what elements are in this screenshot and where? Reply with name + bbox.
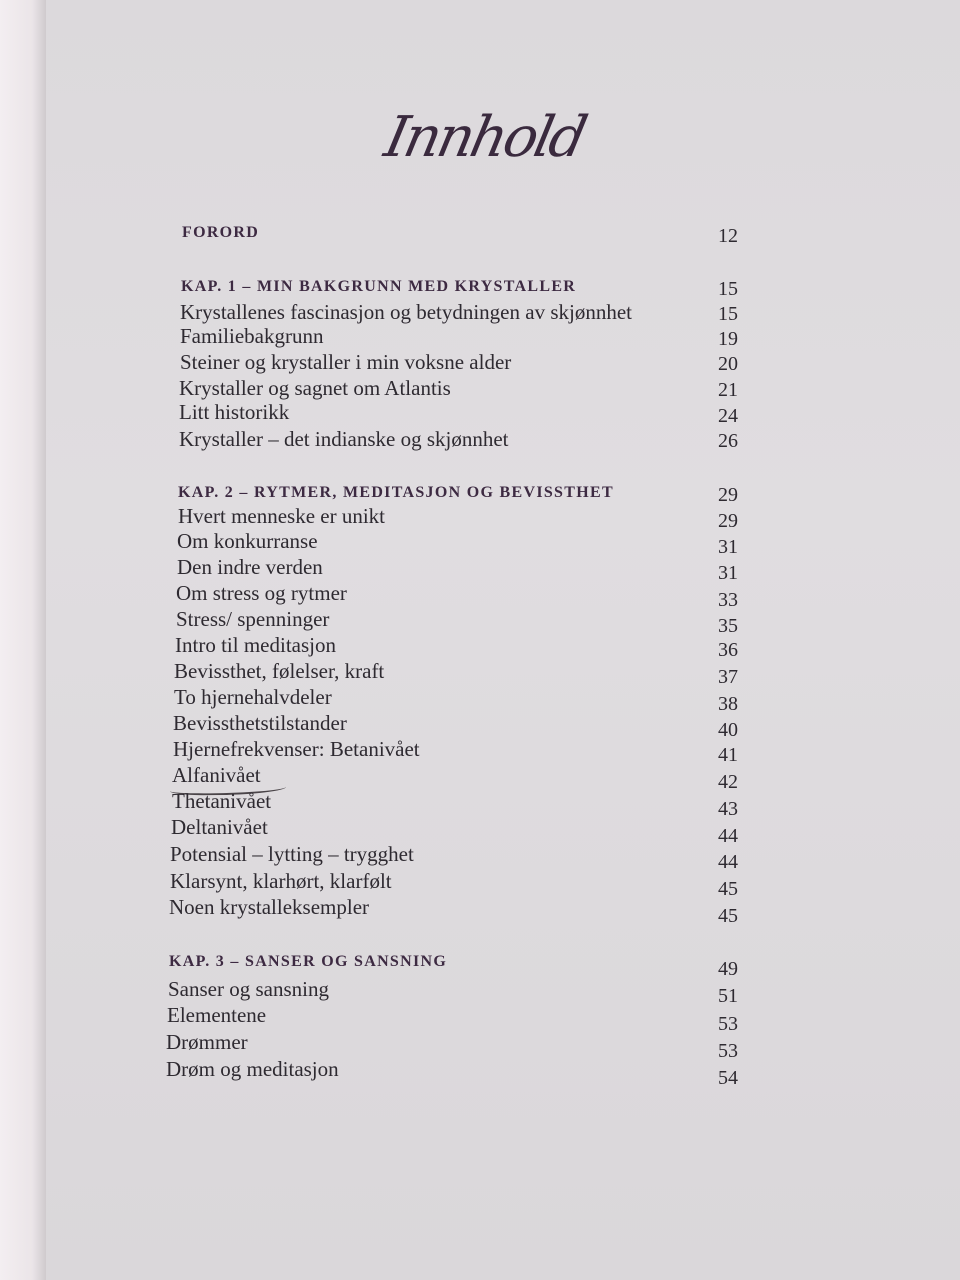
toc-page: 37 xyxy=(718,666,738,688)
toc-page: 53 xyxy=(718,1013,738,1035)
toc-page-kap3: 49 xyxy=(718,958,738,980)
toc-page: 54 xyxy=(718,1067,738,1089)
toc-page: 15 xyxy=(718,303,738,325)
toc-entry: Drømmer xyxy=(166,1030,248,1054)
toc-page: 35 xyxy=(718,615,738,637)
toc-page: 51 xyxy=(718,985,738,1007)
toc-entry: Krystaller – det indianske og skjønnhet xyxy=(179,427,509,451)
toc-page: 45 xyxy=(718,878,738,900)
toc-page: 19 xyxy=(718,328,738,350)
toc-page: 38 xyxy=(718,693,738,715)
toc-entry: Drøm og meditasjon xyxy=(166,1057,339,1081)
toc-entry: Om stress og rytmer xyxy=(176,581,347,605)
toc-entry: Alfanivået xyxy=(172,763,261,787)
toc-page: 20 xyxy=(718,353,738,375)
toc-page: 45 xyxy=(718,905,738,927)
toc-entry: Intro til meditasjon xyxy=(175,633,336,657)
toc-entry: Litt historikk xyxy=(179,400,290,424)
toc-page: 43 xyxy=(718,798,738,820)
toc-page: 26 xyxy=(718,430,738,452)
toc-entry: Steiner og krystaller i min voksne alder xyxy=(180,350,512,374)
toc-page: 36 xyxy=(718,639,738,661)
toc-page-forord: 12 xyxy=(718,225,738,247)
toc-entry: Noen krystalleksempler xyxy=(169,895,370,919)
toc-entry: Deltanivået xyxy=(171,815,268,839)
toc-page: 40 xyxy=(718,719,738,741)
toc-entry: Potensial – lytting – trygghet xyxy=(170,842,414,866)
toc-entry: Klarsynt, klarhørt, klarfølt xyxy=(170,869,392,893)
toc-page: 41 xyxy=(718,744,738,766)
toc-page-kap1: 15 xyxy=(718,278,738,300)
toc-entry: Hjernefrekvenser: Betanivået xyxy=(173,737,420,761)
toc-page: 44 xyxy=(718,851,738,873)
toc-entry: Den indre verden xyxy=(177,555,323,579)
toc-page: 42 xyxy=(718,771,738,793)
toc-entry: Hvert menneske er unikt xyxy=(178,504,386,528)
toc-page-kap2: 29 xyxy=(718,484,738,506)
toc-entry: Familiebakgrunn xyxy=(180,324,324,348)
adjacent-page-edge xyxy=(0,0,46,1280)
toc-entry: Bevissthet, følelser, kraft xyxy=(174,659,385,683)
toc-entry: To hjernehalvdeler xyxy=(174,685,332,709)
toc-entry: Stress/ spenninger xyxy=(176,607,330,631)
toc-page: 31 xyxy=(718,536,738,558)
page-title: Innhold xyxy=(379,105,590,170)
toc-page: 53 xyxy=(718,1040,738,1062)
toc-heading-kap1: KAP. 1 – MIN BAKGRUNN MED KRYSTALLER xyxy=(181,278,577,295)
toc-page: 44 xyxy=(718,825,738,847)
toc-entry: Elementene xyxy=(167,1003,267,1027)
toc-page: 31 xyxy=(718,562,738,584)
toc-entry: Krystallenes fascinasjon og betydningen av skjønnhet xyxy=(180,300,632,324)
toc-heading-kap2: KAP. 2 – RYTMER, MEDITASJON OG BEVISSTHET xyxy=(178,484,614,501)
toc-entry: Thetanivået xyxy=(172,789,272,813)
toc-entry: Bevissthetstilstander xyxy=(173,711,347,735)
toc-page: 24 xyxy=(718,405,738,427)
toc-heading-kap3: KAP. 3 – SANSER OG SANSNING xyxy=(169,953,448,970)
toc-entry: Sanser og sansning xyxy=(168,977,329,1001)
toc-heading-forord: FORORD xyxy=(182,224,260,241)
toc-page: 21 xyxy=(718,379,738,401)
toc-page: 29 xyxy=(718,510,738,532)
toc-page: 33 xyxy=(718,589,738,611)
toc-entry: Krystaller og sagnet om Atlantis xyxy=(179,376,451,400)
toc-entry: Om konkurranse xyxy=(177,529,318,553)
